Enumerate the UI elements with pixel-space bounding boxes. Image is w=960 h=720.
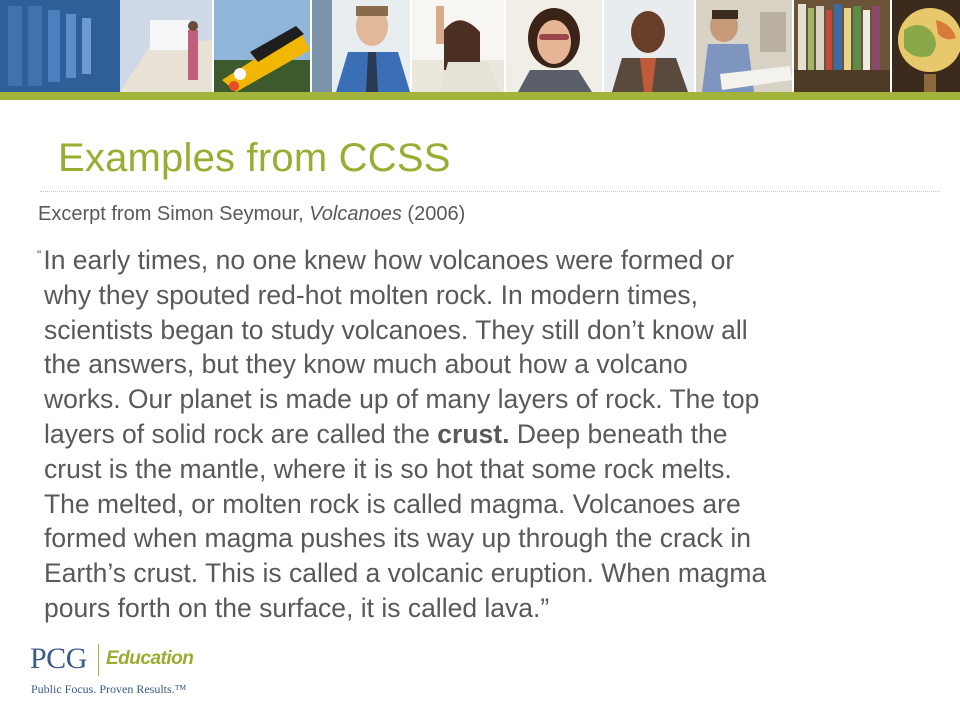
excerpt-citation xyxy=(38,203,465,226)
quote-line: formed when magma pushes its way up through the crack in xyxy=(44,523,752,554)
header-accent-bar xyxy=(0,92,960,100)
citation-prefix: Excerpt from Simon Seymour, xyxy=(38,203,310,225)
excerpt-quote xyxy=(37,238,934,626)
citation-book-title: Volcanoes xyxy=(309,203,402,225)
bookshelf-photo xyxy=(794,0,890,92)
title-divider xyxy=(40,191,940,192)
logo-tagline: Public Focus. Proven Results.™ xyxy=(31,682,187,696)
logo-wordmark: Education xyxy=(106,648,194,669)
hallway-lockers-photo xyxy=(0,0,212,92)
quote-line xyxy=(44,417,934,452)
quote-line-text: layers of solid rock are called the xyxy=(44,418,438,449)
quote-line-text: In early times, no one knew how volcanoes were formed or xyxy=(43,245,735,275)
pcg-education-logo xyxy=(30,644,290,704)
smiling-woman-photo xyxy=(506,0,602,92)
teacher-photo xyxy=(312,0,410,92)
quote-line: pours forth on the surface, it is called lava.” xyxy=(44,592,550,623)
student-at-board-photo xyxy=(412,0,504,92)
quote-line: scientists began to study volcanoes. They still don’t know all xyxy=(44,314,748,345)
quote-line xyxy=(37,238,934,278)
logo-divider xyxy=(98,644,99,676)
smiling-man-photo xyxy=(604,0,694,92)
quote-line: Earth’s crust. This is called a volcanic eruption. When magma xyxy=(44,558,767,589)
slide-title: Examples from CCSS xyxy=(58,136,451,180)
quote-line: crust is the mantle, where it is so hot that some rock melts. xyxy=(44,453,732,484)
quote-line: the answers, but they know much about how a volcano xyxy=(44,349,688,380)
quote-line-text: Deep beneath the xyxy=(509,418,728,449)
globe-photo xyxy=(892,0,960,92)
quote-line: why they spouted red-hot molten rock. In modern times, xyxy=(44,279,698,310)
header-photo-strip xyxy=(0,0,960,92)
student-at-desk-photo xyxy=(696,0,792,92)
school-bus-photo xyxy=(214,0,310,92)
logo-mark: PCG xyxy=(30,642,87,675)
quote-line: works. Our planet is made up of many layers of rock. The top xyxy=(44,384,760,415)
citation-year: (2006) xyxy=(401,203,466,225)
term-crust: crust. xyxy=(437,418,510,449)
opening-quote-mark: “ xyxy=(37,247,42,262)
quote-line: The melted, or molten rock is called magma. Volcanoes are xyxy=(44,488,741,519)
